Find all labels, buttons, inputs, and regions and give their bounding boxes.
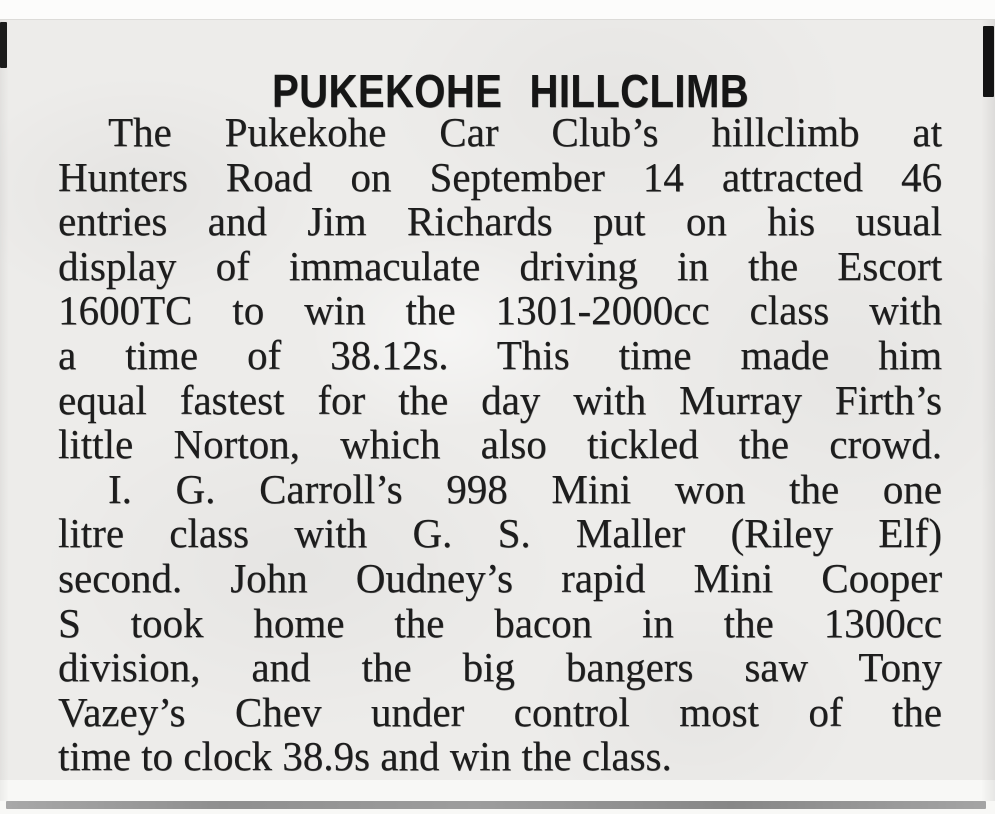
article-line: little Norton, which also tickled the crowd. xyxy=(58,421,942,468)
scan-mark-left xyxy=(0,22,7,68)
scan-edge-bottom-band xyxy=(6,801,986,809)
paper-edge-shadow-left xyxy=(0,20,9,801)
scan-mark-right xyxy=(983,26,994,97)
article-line: time to clock 38.9s and win the class. xyxy=(58,733,672,780)
article-line: display of immaculate driving in the Escort xyxy=(58,242,942,289)
article-line: 1600TC to win the 1301-2000cc class with xyxy=(58,287,942,334)
article-line: entries and Jim Richards put on his usual xyxy=(58,198,942,245)
article-line: Vazey’s Chev under control most of the xyxy=(58,688,942,735)
article-headline: PUKEKOHE HILLCLIMB xyxy=(272,64,750,117)
article-line: equal fastest for the day with Murray Firth’s xyxy=(58,376,942,423)
article-line: a time of 38.12s. This time made him xyxy=(58,331,942,378)
paper-edge-shadow-right xyxy=(981,20,995,801)
article-line: S took home the bacon in the 1300cc xyxy=(58,599,942,646)
article-line: I. G. Carroll’s 998 Mini won the one xyxy=(108,465,942,512)
article-body xyxy=(58,110,942,779)
article-line: division, and the big bangers saw Tony xyxy=(58,644,942,691)
article-line: litre class with G. S. Maller (Riley Elf) xyxy=(58,510,942,557)
article-line: second. John Oudney’s rapid Mini Cooper xyxy=(58,554,942,601)
article-line: Hunters Road on September 14 attracted 46 xyxy=(58,153,942,200)
scan-edge-top xyxy=(0,0,995,20)
article-line: The Pukekohe Car Club’s hillclimb at xyxy=(108,109,942,155)
